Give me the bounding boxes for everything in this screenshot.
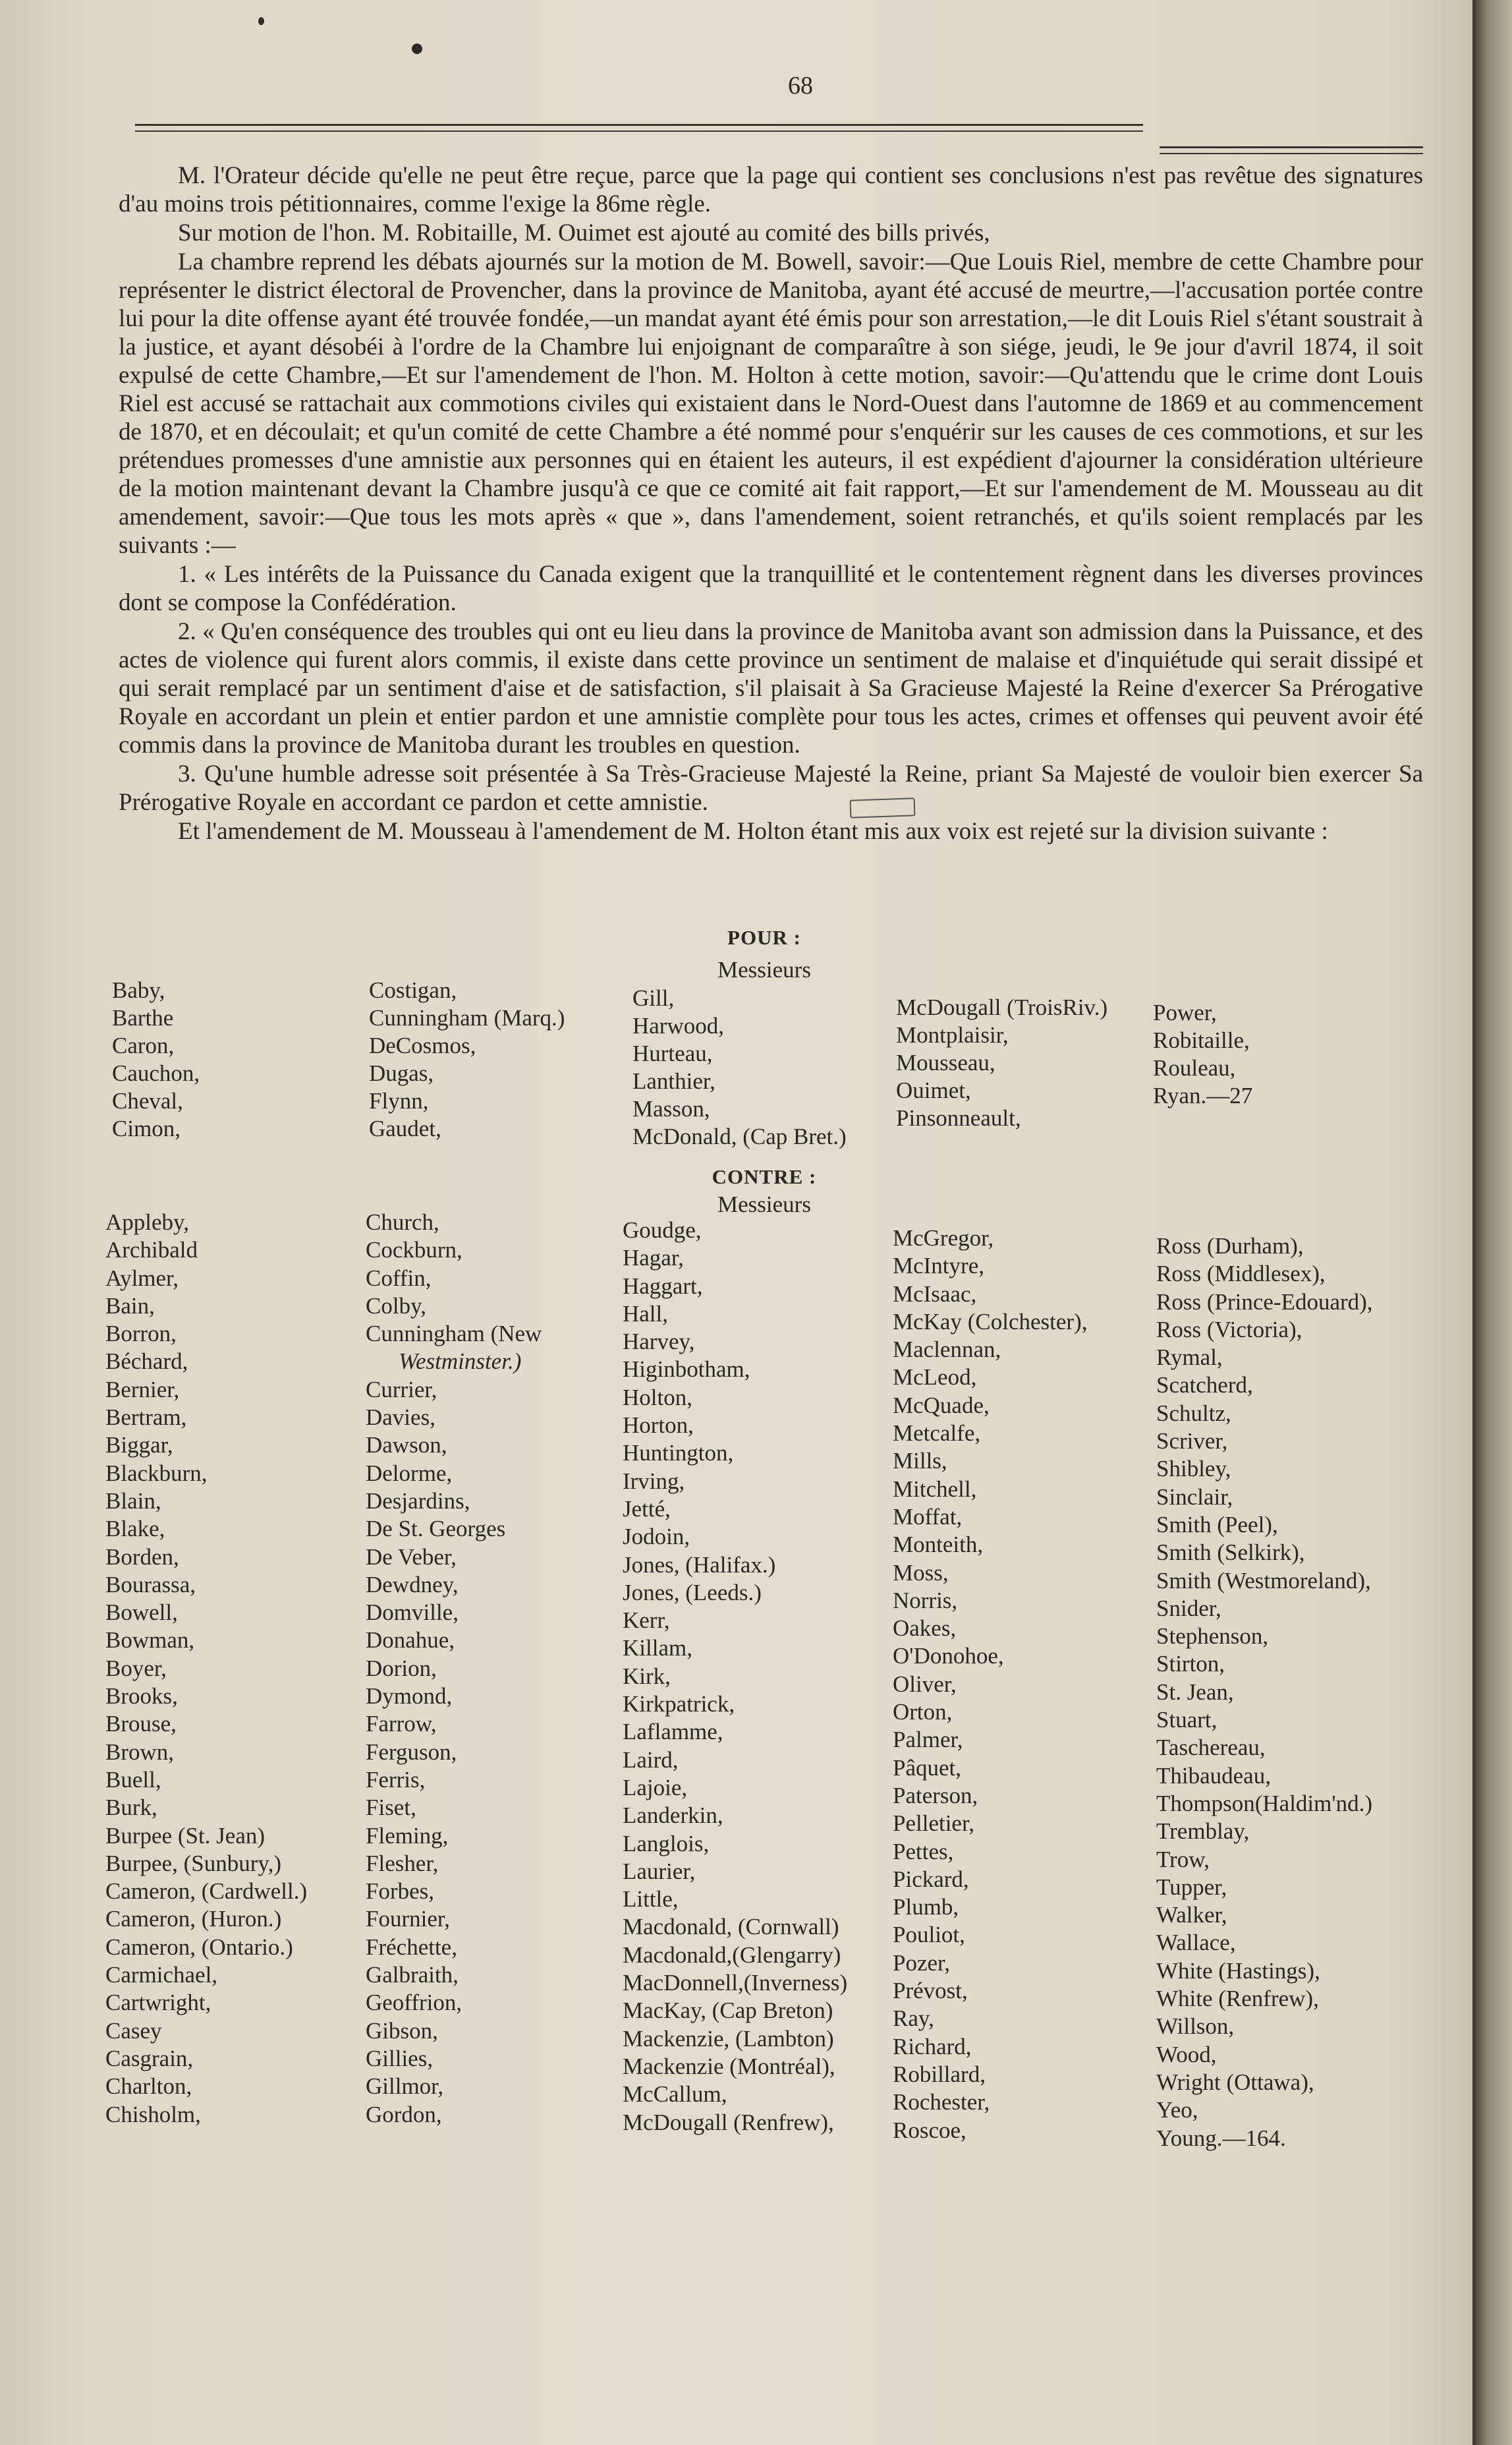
member-name: Bernier, bbox=[105, 1376, 180, 1402]
member-name: St. Jean, bbox=[1156, 1679, 1234, 1705]
member-name: Thibaudeau, bbox=[1156, 1762, 1271, 1789]
contre-column bbox=[623, 1217, 847, 2137]
member-name: Burpee (St. Jean) bbox=[105, 1822, 266, 1849]
member-name: McDougall (TroisRiv.) bbox=[896, 994, 1108, 1020]
member-name: Desjardins, bbox=[366, 1487, 470, 1514]
member-name: Mackenzie (Montréal), bbox=[623, 2053, 835, 2079]
member-name: McKay (Colchester), bbox=[893, 1308, 1088, 1335]
member-name: Wallace, bbox=[1156, 1930, 1236, 1956]
contre-column bbox=[1156, 1232, 1373, 2152]
member-name: Plumb, bbox=[893, 1894, 959, 1920]
contre-heading: CONTRE : bbox=[712, 1165, 817, 1188]
member-name: Cunningham (New bbox=[366, 1321, 542, 1347]
member-name: Chisholm, bbox=[105, 2101, 201, 2127]
member-name: Walker, bbox=[1156, 1902, 1227, 1928]
member-name: Robillard, bbox=[893, 2061, 986, 2087]
member-name: MacDonnell,(Inverness) bbox=[623, 1970, 848, 1996]
member-name: Gillies, bbox=[366, 2045, 434, 2071]
member-name: Ray, bbox=[893, 2005, 934, 2032]
member-name: Ross (Victoria), bbox=[1156, 1316, 1302, 1342]
member-name: Willson, bbox=[1156, 2013, 1235, 2040]
member-name: Tupper, bbox=[1156, 1874, 1227, 1900]
member-name: Casey bbox=[105, 2017, 162, 2044]
member-name: Gillmor, bbox=[366, 2073, 444, 2100]
member-name: Gordon, bbox=[366, 2101, 442, 2127]
header-rule bbox=[1160, 153, 1423, 154]
member-name: Borden, bbox=[105, 1543, 179, 1570]
member-name: Ross (Middlesex), bbox=[1156, 1261, 1326, 1287]
member-name: Casgrain, bbox=[105, 2045, 194, 2071]
member-name: Archibald bbox=[105, 1237, 198, 1263]
member-name: Cameron, (Ontario.) bbox=[105, 1934, 293, 1960]
member-name: Aylmer, bbox=[105, 1265, 179, 1291]
member-name: Young.—164. bbox=[1156, 2125, 1286, 2151]
member-name: Barthe bbox=[112, 1005, 174, 1031]
member-name: Prévost, bbox=[893, 1978, 968, 2004]
member-name: Flesher, bbox=[366, 1850, 439, 1876]
paragraph: La chambre reprend les débats ajournés sur la motion de M. Bowell, savoir:—Que Louis Riel, membre de cette Chambre pour représenter le district électoral de Provencher, dans la province de Manitoba, ayant été accusé de meurtre,—l'accusation portée contre lui pour la dite offense ayant été trouvée fondée,—un mandat ayant été émis pour son arrestation,—le dit Louis Riel s'étant soustrait à la justice, et ayant désobéi à l'ordre de la Chambre lui enjoignant de comparaître à son siége, jeudi, le 9e jour d'avril 1874, il soit expulsé de cette Chambre,—Et sur l'amendement de l'hon. M. Holton à cette motion, savoir:—Qu'attendu que le crime dont Louis Riel est accusé se rattachait aux commotions civiles qui existaient dans le Nord-Ouest dans l'automne de 1869 et au commencement de 1870, et en découlait; et qu'un comité de cette Chambre a été nommé pour s'enquérir sur les causes de ces commotions, et sur les prétendues promesses d'une amnistie aux personnes qui en étaient les auteurs, il est expédient d'ajourner la considération ultérieure de la motion maintenant devant la Chambre jusqu'à ce que ce comité ait fait rapport,—Et sur l'amendement de M. Mousseau au dit amendement, savoir:—Que tous les mots après « que », dans l'amendement, soient retranchés, et qu'ils soient remplacés par les suivants :— bbox=[119, 248, 1423, 559]
member-name: Jodoin, bbox=[623, 1524, 690, 1550]
member-name: Macdonald,(Glengarry) bbox=[623, 1942, 841, 1968]
member-name: Blain, bbox=[105, 1487, 161, 1514]
member-name: Galbraith, bbox=[366, 1962, 459, 1988]
member-name: Baby, bbox=[112, 977, 165, 1003]
member-name: Dewdney, bbox=[366, 1571, 459, 1597]
member-name: Smith (Peel), bbox=[1156, 1511, 1278, 1538]
pour-column bbox=[1153, 999, 1252, 1110]
member-name: McCallum, bbox=[623, 2081, 727, 2108]
member-name: Burpee, (Sunbury,) bbox=[105, 1850, 281, 1876]
member-name: Gibson, bbox=[366, 2017, 438, 2044]
member-name: Hurteau, bbox=[632, 1041, 713, 1066]
member-name: Ryan.—27 bbox=[1153, 1083, 1253, 1108]
member-name: Huntington, bbox=[623, 1440, 734, 1466]
member-name: Roscoe, bbox=[893, 2117, 966, 2143]
member-name: McIsaac, bbox=[893, 1280, 977, 1307]
member-name: Scriver, bbox=[1156, 1428, 1228, 1454]
pour-heading: POUR : bbox=[727, 926, 801, 949]
contre-column bbox=[893, 1224, 1087, 2144]
member-name: Pouliot, bbox=[893, 1922, 965, 1948]
member-name: Fréchette, bbox=[366, 1934, 457, 1960]
member-name: Monteith, bbox=[893, 1532, 984, 1558]
member-name: Hagar, bbox=[623, 1245, 684, 1271]
member-name: Masson, bbox=[632, 1096, 710, 1122]
member-name: Bourassa, bbox=[105, 1571, 196, 1597]
member-name: Ross (Prince-Edouard), bbox=[1156, 1288, 1373, 1315]
member-name: Mackenzie, (Lambton) bbox=[623, 2025, 834, 2052]
member-name: Wood, bbox=[1156, 2041, 1217, 2067]
member-name: Charlton, bbox=[105, 2073, 192, 2100]
member-name: Sinclair, bbox=[1156, 1483, 1233, 1510]
member-name: Hall, bbox=[623, 1300, 669, 1327]
member-name: McGregor, bbox=[893, 1225, 994, 1251]
member-name: Dymond, bbox=[366, 1683, 453, 1710]
member-name: Little, bbox=[623, 1886, 679, 1913]
member-name: Pelletier, bbox=[893, 1810, 974, 1837]
member-name: Ross (Durham), bbox=[1156, 1233, 1304, 1259]
member-name: Schultz, bbox=[1156, 1400, 1231, 1426]
member-name: Dawson, bbox=[366, 1432, 447, 1458]
member-name: Biggar, bbox=[105, 1432, 173, 1458]
member-name: Rouleau, bbox=[1153, 1055, 1236, 1081]
member-name: Dorion, bbox=[366, 1655, 437, 1681]
member-name: Davies, bbox=[366, 1404, 435, 1431]
member-name: Oliver, bbox=[893, 1671, 957, 1697]
member-name: McDougall (Renfrew), bbox=[623, 2109, 834, 2135]
member-name: Blake, bbox=[105, 1516, 165, 1542]
member-name: Maclennan, bbox=[893, 1337, 1001, 1363]
member-name: Haggart, bbox=[623, 1273, 703, 1299]
member-name: Cheval, bbox=[112, 1088, 183, 1114]
paragraph: Sur motion de l'hon. M. Robitaille, M. Ouimet est ajouté au comité des bills privés, bbox=[178, 219, 990, 246]
member-name: Brown, bbox=[105, 1739, 175, 1765]
member-name: Borron, bbox=[105, 1321, 177, 1347]
member-name: Fleming, bbox=[366, 1822, 449, 1849]
member-name: Montplaisir, bbox=[896, 1022, 1009, 1048]
member-name: Harwood, bbox=[632, 1013, 724, 1039]
member-name: Burk, bbox=[105, 1795, 157, 1821]
member-name: De Veber, bbox=[366, 1543, 457, 1570]
member-name: Coffin, bbox=[366, 1265, 432, 1291]
member-name: Pâquet, bbox=[893, 1754, 962, 1781]
member-name: Tremblay, bbox=[1156, 1818, 1250, 1845]
member-name: Kerr, bbox=[623, 1607, 670, 1634]
member-name: Jones, (Halifax.) bbox=[623, 1551, 776, 1578]
member-name: Cunningham (Marq.) bbox=[369, 1005, 565, 1031]
member-name: Cameron, (Huron.) bbox=[105, 1906, 282, 1932]
book-spine bbox=[1472, 0, 1512, 2445]
pour-column bbox=[369, 977, 565, 1143]
contre-subheading: Messieurs bbox=[717, 1192, 811, 1217]
member-name: Cauchon, bbox=[112, 1060, 200, 1086]
member-name: Ferris, bbox=[366, 1766, 426, 1793]
member-name: De St. Georges bbox=[366, 1516, 506, 1542]
paragraph: Et l'amendement de M. Mousseau à l'amendement de M. Holton étant mis aux voix est rejeté sur la division suivante : bbox=[178, 818, 1328, 845]
member-name: Fournier, bbox=[366, 1906, 450, 1932]
member-name: Cimon, bbox=[112, 1116, 181, 1141]
member-name: Smith (Westmoreland), bbox=[1156, 1567, 1371, 1594]
header-rule bbox=[135, 124, 1143, 126]
header-rule bbox=[1160, 146, 1423, 148]
member-name: Macdonald, (Cornwall) bbox=[623, 1914, 839, 1940]
paragraph: 1. « Les intérêts de la Puissance du Canada exigent que la tranquillité et le contentement règnent dans les diverses provinces dont se compose la Confédération. bbox=[119, 561, 1423, 616]
member-name: Costigan, bbox=[369, 977, 457, 1003]
member-name: Domville, bbox=[366, 1599, 459, 1626]
member-name: Horton, bbox=[623, 1412, 694, 1439]
member-name: Stirton, bbox=[1156, 1651, 1225, 1677]
member-name: Goudge, bbox=[623, 1217, 702, 1243]
paragraph: 3. Qu'une humble adresse soit présentée à Sa Très-Gracieuse Majesté la Reine, priant Sa Majesté de vouloir bien exercer Sa Prérogative Royale en accordant ce pardon et cette amnistie. bbox=[119, 761, 1423, 816]
member-name: Stephenson, bbox=[1156, 1623, 1269, 1650]
member-name: Bain, bbox=[105, 1292, 155, 1319]
member-name: Bowell, bbox=[105, 1599, 178, 1626]
member-name: Lanthier, bbox=[632, 1068, 715, 1094]
ink-spot bbox=[258, 17, 264, 25]
member-name: Trow, bbox=[1156, 1846, 1210, 1872]
member-name: Taschereau, bbox=[1156, 1735, 1266, 1761]
member-name: Rochester, bbox=[893, 2089, 990, 2115]
pour-column bbox=[632, 985, 847, 1151]
member-name: Oakes, bbox=[893, 1615, 957, 1642]
member-name: McLeod, bbox=[893, 1364, 977, 1391]
member-name: Carmichael, bbox=[105, 1962, 218, 1988]
member-name: Gaudet, bbox=[369, 1116, 441, 1141]
member-name: Stuart, bbox=[1156, 1707, 1218, 1733]
member-name: White (Renfrew), bbox=[1156, 1986, 1319, 2012]
member-name: Moffat, bbox=[893, 1503, 963, 1530]
member-name: Kirkpatrick, bbox=[623, 1691, 735, 1717]
member-name: Brooks, bbox=[105, 1683, 178, 1710]
member-name: Pettes, bbox=[893, 1838, 954, 1864]
member-name: Thompson(Haldim'nd.) bbox=[1156, 1790, 1373, 1816]
member-name: DeCosmos, bbox=[369, 1033, 476, 1058]
member-name: Dugas, bbox=[369, 1060, 434, 1086]
member-name: Gill, bbox=[632, 985, 675, 1011]
member-name: Laurier, bbox=[623, 1858, 696, 1884]
member-name: Snider, bbox=[1156, 1595, 1221, 1621]
member-name: Ouimet, bbox=[896, 1078, 971, 1103]
member-name: Brouse, bbox=[105, 1711, 177, 1737]
member-name: Buell, bbox=[105, 1766, 161, 1793]
member-name: Delorme, bbox=[366, 1460, 453, 1486]
contre-column bbox=[105, 1209, 307, 2129]
member-name: Pinsonneault, bbox=[896, 1105, 1021, 1131]
member-name: Pozer, bbox=[893, 1949, 951, 1976]
member-name: Holton, bbox=[623, 1384, 692, 1410]
proceedings-text bbox=[119, 161, 1423, 846]
member-name: Mitchell, bbox=[893, 1476, 977, 1502]
member-name: Irving, bbox=[623, 1468, 685, 1494]
stamp-mark bbox=[850, 797, 916, 818]
member-name: Boyer, bbox=[105, 1655, 167, 1681]
contre-column bbox=[366, 1209, 542, 2129]
member-name: Mousseau, bbox=[896, 1050, 995, 1076]
ink-spot bbox=[412, 43, 422, 54]
paragraph: M. l'Orateur décide qu'elle ne peut être reçue, parce que la page qui contient ses conclusions n'est pas revêtue des signatures d'au moins trois pétitionnaires, comme l'exige la 86me règle. bbox=[119, 162, 1423, 217]
member-name: Farrow, bbox=[366, 1711, 437, 1737]
member-name: Power, bbox=[1153, 1000, 1217, 1025]
member-name: Currier, bbox=[366, 1376, 437, 1402]
member-name: Richard, bbox=[893, 2033, 972, 2059]
member-name: Bowman, bbox=[105, 1627, 195, 1654]
member-name: Blackburn, bbox=[105, 1460, 208, 1486]
member-name: Rymal, bbox=[1156, 1344, 1223, 1371]
member-name: Paterson, bbox=[893, 1782, 978, 1808]
member-name: Jones, (Leeds.) bbox=[623, 1579, 762, 1605]
member-name: MacKay, (Cap Breton) bbox=[623, 1998, 833, 2024]
member-name: Mills, bbox=[893, 1448, 947, 1474]
member-name: Laird, bbox=[623, 1746, 679, 1773]
member-name: Cameron, (Cardwell.) bbox=[105, 1878, 308, 1905]
member-name: Geoffrion, bbox=[366, 1990, 462, 2016]
page-number: 68 bbox=[788, 72, 813, 100]
member-name: White (Hastings), bbox=[1156, 1957, 1320, 1984]
member-name: Bertram, bbox=[105, 1404, 187, 1431]
paragraph: 2. « Qu'en conséquence des troubles qui ont eu lieu dans la province de Manitoba avant son admission dans la Puissance, et des actes de violence qui furent alors commis, il existe dans cette province un sentiment de malaise et d'inquiétude qui serait dissipé et qui serait remplacé par un sentiment d'aise et de satisfaction, s'il plaisait à Sa Gracieuse Majesté la Reine d'exercer Sa Prérogative Royale en accordant un plein et entier pardon et une amnistie complète pour tous les actes, crimes et offenses qui peuvent avoir été commis dans la province de Manitoba durant les troubles en question. bbox=[119, 618, 1423, 759]
member-name: Metcalfe, bbox=[893, 1420, 981, 1447]
pour-column bbox=[112, 977, 200, 1143]
member-name: Cartwright, bbox=[105, 1990, 211, 2016]
member-name: Forbes, bbox=[366, 1878, 435, 1905]
member-name: Caron, bbox=[112, 1033, 175, 1058]
member-name: McQuade, bbox=[893, 1392, 990, 1418]
member-name: Jetté, bbox=[623, 1495, 671, 1522]
member-name: McDonald, (Cap Bret.) bbox=[632, 1124, 847, 1149]
member-name: Laflamme, bbox=[623, 1719, 723, 1745]
member-name: Kirk, bbox=[623, 1663, 671, 1689]
pour-column bbox=[896, 994, 1107, 1132]
member-name: O'Donohoe, bbox=[893, 1643, 1004, 1669]
member-name: Harvey, bbox=[623, 1329, 695, 1355]
member-name: Langlois, bbox=[623, 1830, 710, 1856]
member-name: Smith (Selkirk), bbox=[1156, 1539, 1305, 1566]
header-rule bbox=[135, 130, 1143, 132]
member-name: Moss, bbox=[893, 1559, 949, 1586]
member-name: Yeo, bbox=[1156, 2097, 1198, 2123]
member-name: Church, bbox=[366, 1209, 439, 1235]
member-name: Appleby, bbox=[105, 1209, 190, 1235]
member-name: Flynn, bbox=[369, 1088, 429, 1114]
member-name: Robitaille, bbox=[1153, 1027, 1250, 1053]
member-name: Landerkin, bbox=[623, 1802, 723, 1829]
member-name: Colby, bbox=[366, 1292, 427, 1319]
member-name: Fiset, bbox=[366, 1795, 416, 1821]
member-name: Scatcherd, bbox=[1156, 1372, 1253, 1398]
member-name: Killam, bbox=[623, 1635, 692, 1661]
member-name: Cockburn, bbox=[366, 1237, 462, 1263]
member-name: Norris, bbox=[893, 1587, 958, 1613]
member-name: Wright (Ottawa), bbox=[1156, 2069, 1314, 2095]
member-name: Béchard, bbox=[105, 1348, 188, 1375]
member-name: Donahue, bbox=[366, 1627, 455, 1654]
member-name: Pickard, bbox=[893, 1866, 969, 1892]
member-name: Ferguson, bbox=[366, 1739, 457, 1765]
pour-subheading: Messieurs bbox=[717, 957, 811, 983]
member-name: Higinbotham, bbox=[623, 1356, 750, 1383]
member-name: McIntyre, bbox=[893, 1253, 984, 1279]
member-name: Westminster.) bbox=[399, 1348, 522, 1375]
member-name: Palmer, bbox=[893, 1727, 963, 1753]
member-name: Shibley, bbox=[1156, 1456, 1231, 1482]
member-name: Lajoie, bbox=[623, 1774, 688, 1800]
member-name: Orton, bbox=[893, 1699, 953, 1725]
